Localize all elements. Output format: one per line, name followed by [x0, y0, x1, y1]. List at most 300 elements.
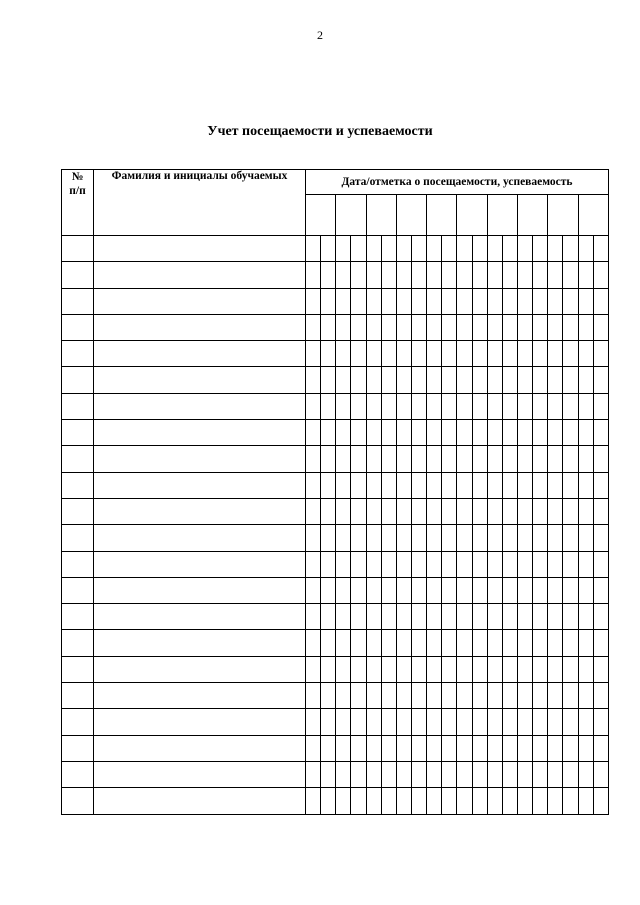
mark-cell — [548, 525, 563, 551]
mark-cell — [321, 577, 336, 603]
mark-cell — [472, 604, 487, 630]
mark-cell — [381, 604, 396, 630]
mark-cell — [411, 472, 426, 498]
mark-cell — [336, 761, 351, 787]
mark-cell — [336, 656, 351, 682]
mark-cell — [533, 341, 548, 367]
mark-cell — [366, 498, 381, 524]
mark-cell — [411, 551, 426, 577]
mark-cell — [533, 761, 548, 787]
row-number-cell — [62, 393, 94, 419]
mark-cell — [427, 735, 442, 761]
mark-cell — [366, 236, 381, 262]
mark-cell — [366, 656, 381, 682]
mark-cell — [306, 393, 321, 419]
mark-cell — [533, 393, 548, 419]
mark-cell — [381, 630, 396, 656]
mark-cell — [457, 630, 472, 656]
student-name-cell — [94, 551, 306, 577]
mark-cell — [381, 420, 396, 446]
mark-cell — [336, 367, 351, 393]
mark-cell — [427, 288, 442, 314]
mark-cell — [366, 314, 381, 340]
mark-cell — [502, 446, 517, 472]
mark-cell — [563, 446, 578, 472]
mark-cell — [321, 656, 336, 682]
mark-cell — [502, 393, 517, 419]
mark-cell — [502, 288, 517, 314]
mark-cell — [411, 288, 426, 314]
mark-cell — [457, 604, 472, 630]
mark-cell — [396, 420, 411, 446]
mark-cell — [442, 709, 457, 735]
mark-cell — [427, 709, 442, 735]
mark-cell — [306, 420, 321, 446]
mark-cell — [457, 393, 472, 419]
mark-cell — [366, 577, 381, 603]
mark-cell — [396, 367, 411, 393]
mark-cell — [321, 472, 336, 498]
mark-cell — [306, 446, 321, 472]
student-name-cell — [94, 498, 306, 524]
mark-cell — [457, 577, 472, 603]
mark-cell — [593, 341, 608, 367]
mark-cell — [487, 446, 502, 472]
mark-cell — [533, 656, 548, 682]
mark-cell — [563, 236, 578, 262]
mark-cell — [336, 472, 351, 498]
mark-cell — [502, 262, 517, 288]
mark-cell — [442, 498, 457, 524]
mark-cell — [427, 367, 442, 393]
mark-cell — [321, 367, 336, 393]
mark-cell — [381, 656, 396, 682]
mark-cell — [321, 709, 336, 735]
mark-cell — [578, 709, 593, 735]
mark-cell — [472, 630, 487, 656]
mark-cell — [396, 761, 411, 787]
mark-cell — [578, 367, 593, 393]
mark-cell — [321, 683, 336, 709]
mark-cell — [411, 604, 426, 630]
row-number-cell — [62, 709, 94, 735]
mark-cell — [351, 262, 366, 288]
mark-cell — [306, 341, 321, 367]
student-name-cell — [94, 735, 306, 761]
mark-cell — [472, 498, 487, 524]
mark-cell — [487, 735, 502, 761]
mark-cell — [487, 498, 502, 524]
mark-cell — [487, 709, 502, 735]
mark-cell — [411, 683, 426, 709]
mark-cell — [396, 314, 411, 340]
mark-cell — [457, 788, 472, 814]
mark-cell — [396, 735, 411, 761]
mark-cell — [517, 236, 532, 262]
mark-cell — [517, 420, 532, 446]
mark-cell — [351, 735, 366, 761]
mark-cell — [487, 262, 502, 288]
mark-cell — [487, 683, 502, 709]
mark-cell — [381, 446, 396, 472]
mark-cell — [487, 314, 502, 340]
mark-cell — [548, 236, 563, 262]
mark-cell — [593, 525, 608, 551]
student-name-cell — [94, 525, 306, 551]
mark-cell — [351, 551, 366, 577]
mark-cell — [442, 236, 457, 262]
mark-cell — [472, 314, 487, 340]
mark-cell — [578, 630, 593, 656]
mark-cell — [578, 577, 593, 603]
mark-cell — [578, 656, 593, 682]
date-column-2 — [336, 195, 366, 236]
mark-cell — [593, 577, 608, 603]
mark-cell — [351, 577, 366, 603]
mark-cell — [593, 314, 608, 340]
student-name-cell — [94, 314, 306, 340]
mark-cell — [442, 630, 457, 656]
mark-cell — [366, 604, 381, 630]
mark-cell — [472, 341, 487, 367]
mark-cell — [411, 525, 426, 551]
mark-cell — [396, 262, 411, 288]
mark-cell — [578, 735, 593, 761]
mark-cell — [502, 709, 517, 735]
mark-cell — [563, 577, 578, 603]
mark-cell — [593, 288, 608, 314]
mark-cell — [336, 498, 351, 524]
row-number-cell — [62, 577, 94, 603]
mark-cell — [457, 288, 472, 314]
mark-cell — [321, 236, 336, 262]
mark-cell — [563, 709, 578, 735]
mark-cell — [487, 761, 502, 787]
mark-cell — [517, 367, 532, 393]
mark-cell — [442, 683, 457, 709]
mark-cell — [578, 604, 593, 630]
mark-cell — [457, 446, 472, 472]
mark-cell — [336, 709, 351, 735]
mark-cell — [411, 393, 426, 419]
mark-cell — [336, 341, 351, 367]
mark-cell — [533, 420, 548, 446]
mark-cell — [427, 788, 442, 814]
mark-cell — [487, 525, 502, 551]
mark-cell — [427, 420, 442, 446]
mark-cell — [411, 709, 426, 735]
table-row — [62, 498, 609, 524]
mark-cell — [578, 761, 593, 787]
mark-cell — [381, 525, 396, 551]
attendance-table — [61, 169, 609, 815]
row-number-cell — [62, 735, 94, 761]
mark-cell — [563, 472, 578, 498]
mark-cell — [533, 446, 548, 472]
mark-cell — [517, 498, 532, 524]
mark-cell — [306, 288, 321, 314]
mark-cell — [457, 735, 472, 761]
mark-cell — [593, 788, 608, 814]
mark-cell — [336, 788, 351, 814]
mark-cell — [366, 288, 381, 314]
mark-cell — [306, 683, 321, 709]
table-row — [62, 236, 609, 262]
mark-cell — [487, 630, 502, 656]
mark-cell — [578, 393, 593, 419]
mark-cell — [533, 472, 548, 498]
mark-cell — [321, 525, 336, 551]
mark-cell — [351, 683, 366, 709]
mark-cell — [548, 761, 563, 787]
mark-cell — [306, 367, 321, 393]
mark-cell — [502, 341, 517, 367]
mark-cell — [487, 341, 502, 367]
mark-cell — [351, 761, 366, 787]
mark-cell — [411, 446, 426, 472]
student-name-cell — [94, 262, 306, 288]
student-name-cell — [94, 393, 306, 419]
row-number-cell — [62, 420, 94, 446]
mark-cell — [321, 735, 336, 761]
row-number-cell — [62, 262, 94, 288]
mark-cell — [457, 498, 472, 524]
mark-cell — [427, 472, 442, 498]
mark-cell — [427, 577, 442, 603]
row-number-cell — [62, 288, 94, 314]
table-row — [62, 735, 609, 761]
mark-cell — [366, 446, 381, 472]
mark-cell — [517, 341, 532, 367]
mark-cell — [593, 472, 608, 498]
table-row — [62, 341, 609, 367]
mark-cell — [487, 367, 502, 393]
table-row — [62, 577, 609, 603]
mark-cell — [563, 683, 578, 709]
mark-cell — [517, 604, 532, 630]
mark-cell — [442, 525, 457, 551]
mark-cell — [502, 472, 517, 498]
mark-cell — [366, 551, 381, 577]
page-number: 2 — [317, 28, 323, 42]
mark-cell — [396, 630, 411, 656]
mark-cell — [578, 288, 593, 314]
mark-cell — [457, 262, 472, 288]
mark-cell — [427, 341, 442, 367]
mark-cell — [578, 262, 593, 288]
row-number-cell — [62, 604, 94, 630]
mark-cell — [593, 236, 608, 262]
mark-cell — [457, 314, 472, 340]
table-row — [62, 604, 609, 630]
mark-cell — [548, 446, 563, 472]
column-header-name: Фамилия и инициалы обучаемых — [94, 170, 306, 236]
mark-cell — [427, 262, 442, 288]
mark-cell — [411, 630, 426, 656]
mark-cell — [306, 656, 321, 682]
mark-cell — [487, 393, 502, 419]
mark-cell — [336, 446, 351, 472]
page-title: Учет посещаемости и успеваемости — [207, 124, 433, 139]
row-number-cell — [62, 683, 94, 709]
mark-cell — [593, 735, 608, 761]
mark-cell — [396, 656, 411, 682]
row-number-cell — [62, 341, 94, 367]
mark-cell — [321, 446, 336, 472]
mark-cell — [593, 761, 608, 787]
mark-cell — [321, 604, 336, 630]
mark-cell — [442, 472, 457, 498]
mark-cell — [502, 420, 517, 446]
mark-cell — [578, 525, 593, 551]
mark-cell — [548, 604, 563, 630]
mark-cell — [517, 551, 532, 577]
mark-cell — [563, 656, 578, 682]
mark-cell — [351, 630, 366, 656]
mark-cell — [442, 656, 457, 682]
mark-cell — [411, 656, 426, 682]
mark-cell — [548, 498, 563, 524]
column-header-number-abbrev: п/п — [69, 185, 86, 197]
mark-cell — [411, 341, 426, 367]
table-row — [62, 788, 609, 814]
mark-cell — [563, 551, 578, 577]
mark-cell — [321, 630, 336, 656]
table-row — [62, 709, 609, 735]
mark-cell — [411, 420, 426, 446]
row-number-cell — [62, 630, 94, 656]
mark-cell — [533, 604, 548, 630]
mark-cell — [548, 788, 563, 814]
mark-cell — [517, 314, 532, 340]
mark-cell — [502, 367, 517, 393]
mark-cell — [306, 577, 321, 603]
mark-cell — [336, 525, 351, 551]
mark-cell — [457, 761, 472, 787]
mark-cell — [502, 761, 517, 787]
mark-cell — [442, 314, 457, 340]
mark-cell — [472, 446, 487, 472]
mark-cell — [321, 498, 336, 524]
mark-cell — [487, 788, 502, 814]
mark-cell — [381, 288, 396, 314]
table-row — [62, 551, 609, 577]
mark-cell — [502, 788, 517, 814]
mark-cell — [306, 735, 321, 761]
mark-cell — [487, 472, 502, 498]
mark-cell — [381, 788, 396, 814]
mark-cell — [321, 314, 336, 340]
mark-cell — [593, 604, 608, 630]
mark-cell — [502, 498, 517, 524]
mark-cell — [336, 262, 351, 288]
column-header-number — [62, 170, 94, 236]
mark-cell — [336, 288, 351, 314]
mark-cell — [472, 525, 487, 551]
mark-cell — [593, 630, 608, 656]
mark-cell — [411, 577, 426, 603]
mark-cell — [517, 472, 532, 498]
table-row — [62, 420, 609, 446]
table-row — [62, 262, 609, 288]
mark-cell — [306, 788, 321, 814]
date-column-9 — [548, 195, 578, 236]
mark-cell — [396, 472, 411, 498]
table-row — [62, 314, 609, 340]
mark-cell — [442, 551, 457, 577]
mark-cell — [457, 709, 472, 735]
mark-cell — [427, 630, 442, 656]
mark-cell — [548, 393, 563, 419]
mark-cell — [381, 683, 396, 709]
mark-cell — [442, 604, 457, 630]
mark-cell — [563, 630, 578, 656]
mark-cell — [411, 788, 426, 814]
mark-cell — [366, 683, 381, 709]
mark-cell — [306, 498, 321, 524]
mark-cell — [411, 498, 426, 524]
mark-cell — [381, 709, 396, 735]
mark-cell — [306, 472, 321, 498]
mark-cell — [381, 761, 396, 787]
mark-cell — [472, 656, 487, 682]
student-name-cell — [94, 656, 306, 682]
date-column-8 — [517, 195, 547, 236]
mark-cell — [578, 498, 593, 524]
row-number-cell — [62, 761, 94, 787]
mark-cell — [396, 236, 411, 262]
mark-cell — [517, 630, 532, 656]
mark-cell — [563, 367, 578, 393]
mark-cell — [411, 735, 426, 761]
mark-cell — [517, 262, 532, 288]
student-name-cell — [94, 788, 306, 814]
mark-cell — [517, 446, 532, 472]
mark-cell — [442, 262, 457, 288]
mark-cell — [563, 262, 578, 288]
mark-cell — [548, 551, 563, 577]
mark-cell — [487, 551, 502, 577]
mark-cell — [578, 341, 593, 367]
table-row — [62, 656, 609, 682]
student-name-cell — [94, 709, 306, 735]
mark-cell — [533, 498, 548, 524]
mark-cell — [593, 262, 608, 288]
mark-cell — [502, 630, 517, 656]
mark-cell — [336, 683, 351, 709]
mark-cell — [381, 577, 396, 603]
mark-cell — [351, 341, 366, 367]
mark-cell — [427, 604, 442, 630]
mark-cell — [427, 551, 442, 577]
mark-cell — [593, 420, 608, 446]
student-name-cell — [94, 604, 306, 630]
mark-cell — [548, 341, 563, 367]
mark-cell — [502, 656, 517, 682]
mark-cell — [563, 420, 578, 446]
table-row — [62, 446, 609, 472]
mark-cell — [487, 420, 502, 446]
row-number-cell — [62, 472, 94, 498]
mark-cell — [487, 288, 502, 314]
mark-cell — [306, 525, 321, 551]
mark-cell — [457, 341, 472, 367]
mark-cell — [533, 551, 548, 577]
mark-cell — [593, 446, 608, 472]
mark-cell — [381, 262, 396, 288]
mark-cell — [336, 393, 351, 419]
mark-cell — [563, 761, 578, 787]
